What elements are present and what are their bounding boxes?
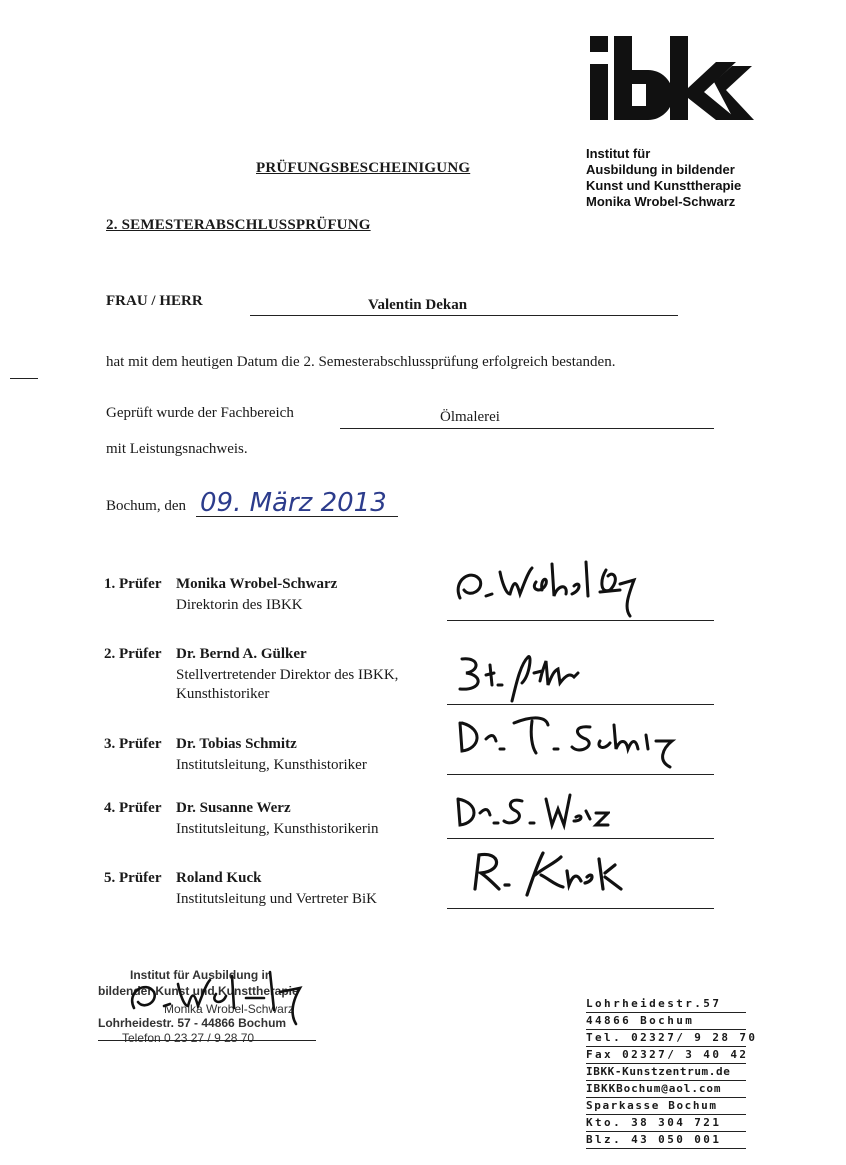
- examiner-number: 3. Prüfer: [104, 736, 162, 752]
- institute-line: Ausbildung in bildender: [586, 162, 735, 177]
- date-label: Bochum, den: [106, 498, 186, 514]
- examiner-1-signature: [450, 550, 640, 620]
- stamp-line: Telefon 0 23 27 / 9 28 70: [122, 1031, 255, 1045]
- stamp-line: Lohrheidestr. 57 - 44866 Bochum: [98, 1016, 287, 1030]
- stamp-line: bildender Kunst und Kunsttherapie: [98, 984, 299, 998]
- institute-line: Monika Wrobel-Schwarz: [586, 194, 736, 209]
- signature-text: Dr. T. Schmitz: [450, 705, 456, 706]
- document-title: PRÜFUNGSBESCHEINIGUNG: [256, 160, 471, 176]
- examiner-5-signature: [465, 845, 645, 911]
- name-underline: [250, 315, 678, 316]
- document-subtitle: 2. SEMESTERABSCHLUSSPRÜFUNG: [106, 217, 371, 233]
- stamp-line: Institut für Ausbildung in: [130, 968, 273, 982]
- examiner-number: 1. Prüfer: [104, 576, 162, 592]
- contact-email: IBKKBochum@aol.com: [586, 1081, 746, 1098]
- ibkk-logo: [586, 32, 756, 124]
- contact-phone: Tel. 02327/ 9 28 70: [586, 1030, 746, 1047]
- examiner-name: Dr. Tobias Schmitz: [176, 736, 297, 752]
- contact-account: Kto. 38 304 721: [586, 1115, 746, 1132]
- examiner-number: 2. Prüfer: [104, 646, 162, 662]
- examiner-name: Monika Wrobel-Schwarz: [176, 576, 338, 592]
- signature-text: M. Wrobel-Schwarz: [124, 962, 133, 963]
- date-underline: [196, 516, 398, 517]
- contact-fax: Fax 02327/ 3 40 42: [586, 1047, 746, 1064]
- signature-text: B.A. Gülker: [450, 645, 455, 646]
- fachbereich-underline: [340, 428, 714, 429]
- fold-mark: [10, 378, 38, 379]
- stamp-signature: [124, 962, 324, 1032]
- institute-stamp: [94, 962, 334, 1046]
- signature-text: Dr. S. Werz: [450, 785, 455, 786]
- candidate-name: Valentin Dekan: [368, 297, 468, 313]
- nachweis-text: mit Leistungsnachweis.: [106, 441, 248, 457]
- logo-text: ibkk: [586, 32, 588, 33]
- fachbereich-value: Ölmalerei: [440, 409, 500, 425]
- examiner-role: Kunsthistoriker: [176, 686, 270, 702]
- examiner-role: Institutsleitung, Kunsthistoriker: [176, 757, 367, 773]
- exam-statement: hat mit dem heutigen Datum die 2. Semesterabschlussprüfung erfolgreich bestanden.: [106, 354, 616, 370]
- institute-name-block: [586, 146, 741, 210]
- institute-line: Institut für: [586, 146, 651, 161]
- examiner-name: Dr. Susanne Werz: [176, 800, 291, 816]
- signature-text: R. Kuck: [465, 845, 469, 846]
- signature-line: [447, 774, 714, 775]
- signature-line: [447, 908, 714, 909]
- contact-website: IBKK-Kunstzentrum.de: [586, 1064, 746, 1081]
- fachbereich-label: Geprüft wurde der Fachbereich: [106, 405, 294, 421]
- examiner-3-signature: [450, 705, 690, 775]
- examiner-role: Institutsleitung und Vertreter BiK: [176, 891, 377, 907]
- institute-line: Kunst und Kunsttherapie: [586, 178, 742, 193]
- examiner-role: Stellvertretender Direktor des IBKK,: [176, 667, 399, 683]
- examiner-number: 5. Prüfer: [104, 870, 162, 886]
- candidate-label: FRAU / HERR: [106, 293, 203, 309]
- examiner-role: Institutsleitung, Kunsthistorikerin: [176, 821, 379, 837]
- examiner-number: 4. Prüfer: [104, 800, 162, 816]
- stamp-underline: [98, 1040, 316, 1041]
- examiner-4-signature: [450, 785, 610, 841]
- examiner-role: Direktorin des IBKK: [176, 597, 303, 613]
- contact-bank: Sparkasse Bochum: [586, 1098, 746, 1115]
- signature-line: [447, 838, 714, 839]
- date-handwritten: 09. März 2013: [200, 488, 387, 518]
- examiner-name: Dr. Bernd A. Gülker: [176, 646, 307, 662]
- stamp-line: Monika Wrobel-Schwarz: [164, 1002, 294, 1016]
- contact-address: Lohrheidestr.57: [586, 996, 746, 1013]
- signature-text: M. Wrobel-Schwarz: [450, 550, 459, 551]
- contact-block: [586, 996, 758, 1149]
- contact-blz: Blz. 43 050 001: [586, 1132, 746, 1149]
- examiner-name: Roland Kuck: [176, 870, 262, 886]
- contact-city: 44866 Bochum: [586, 1013, 746, 1030]
- signature-line: [447, 620, 714, 621]
